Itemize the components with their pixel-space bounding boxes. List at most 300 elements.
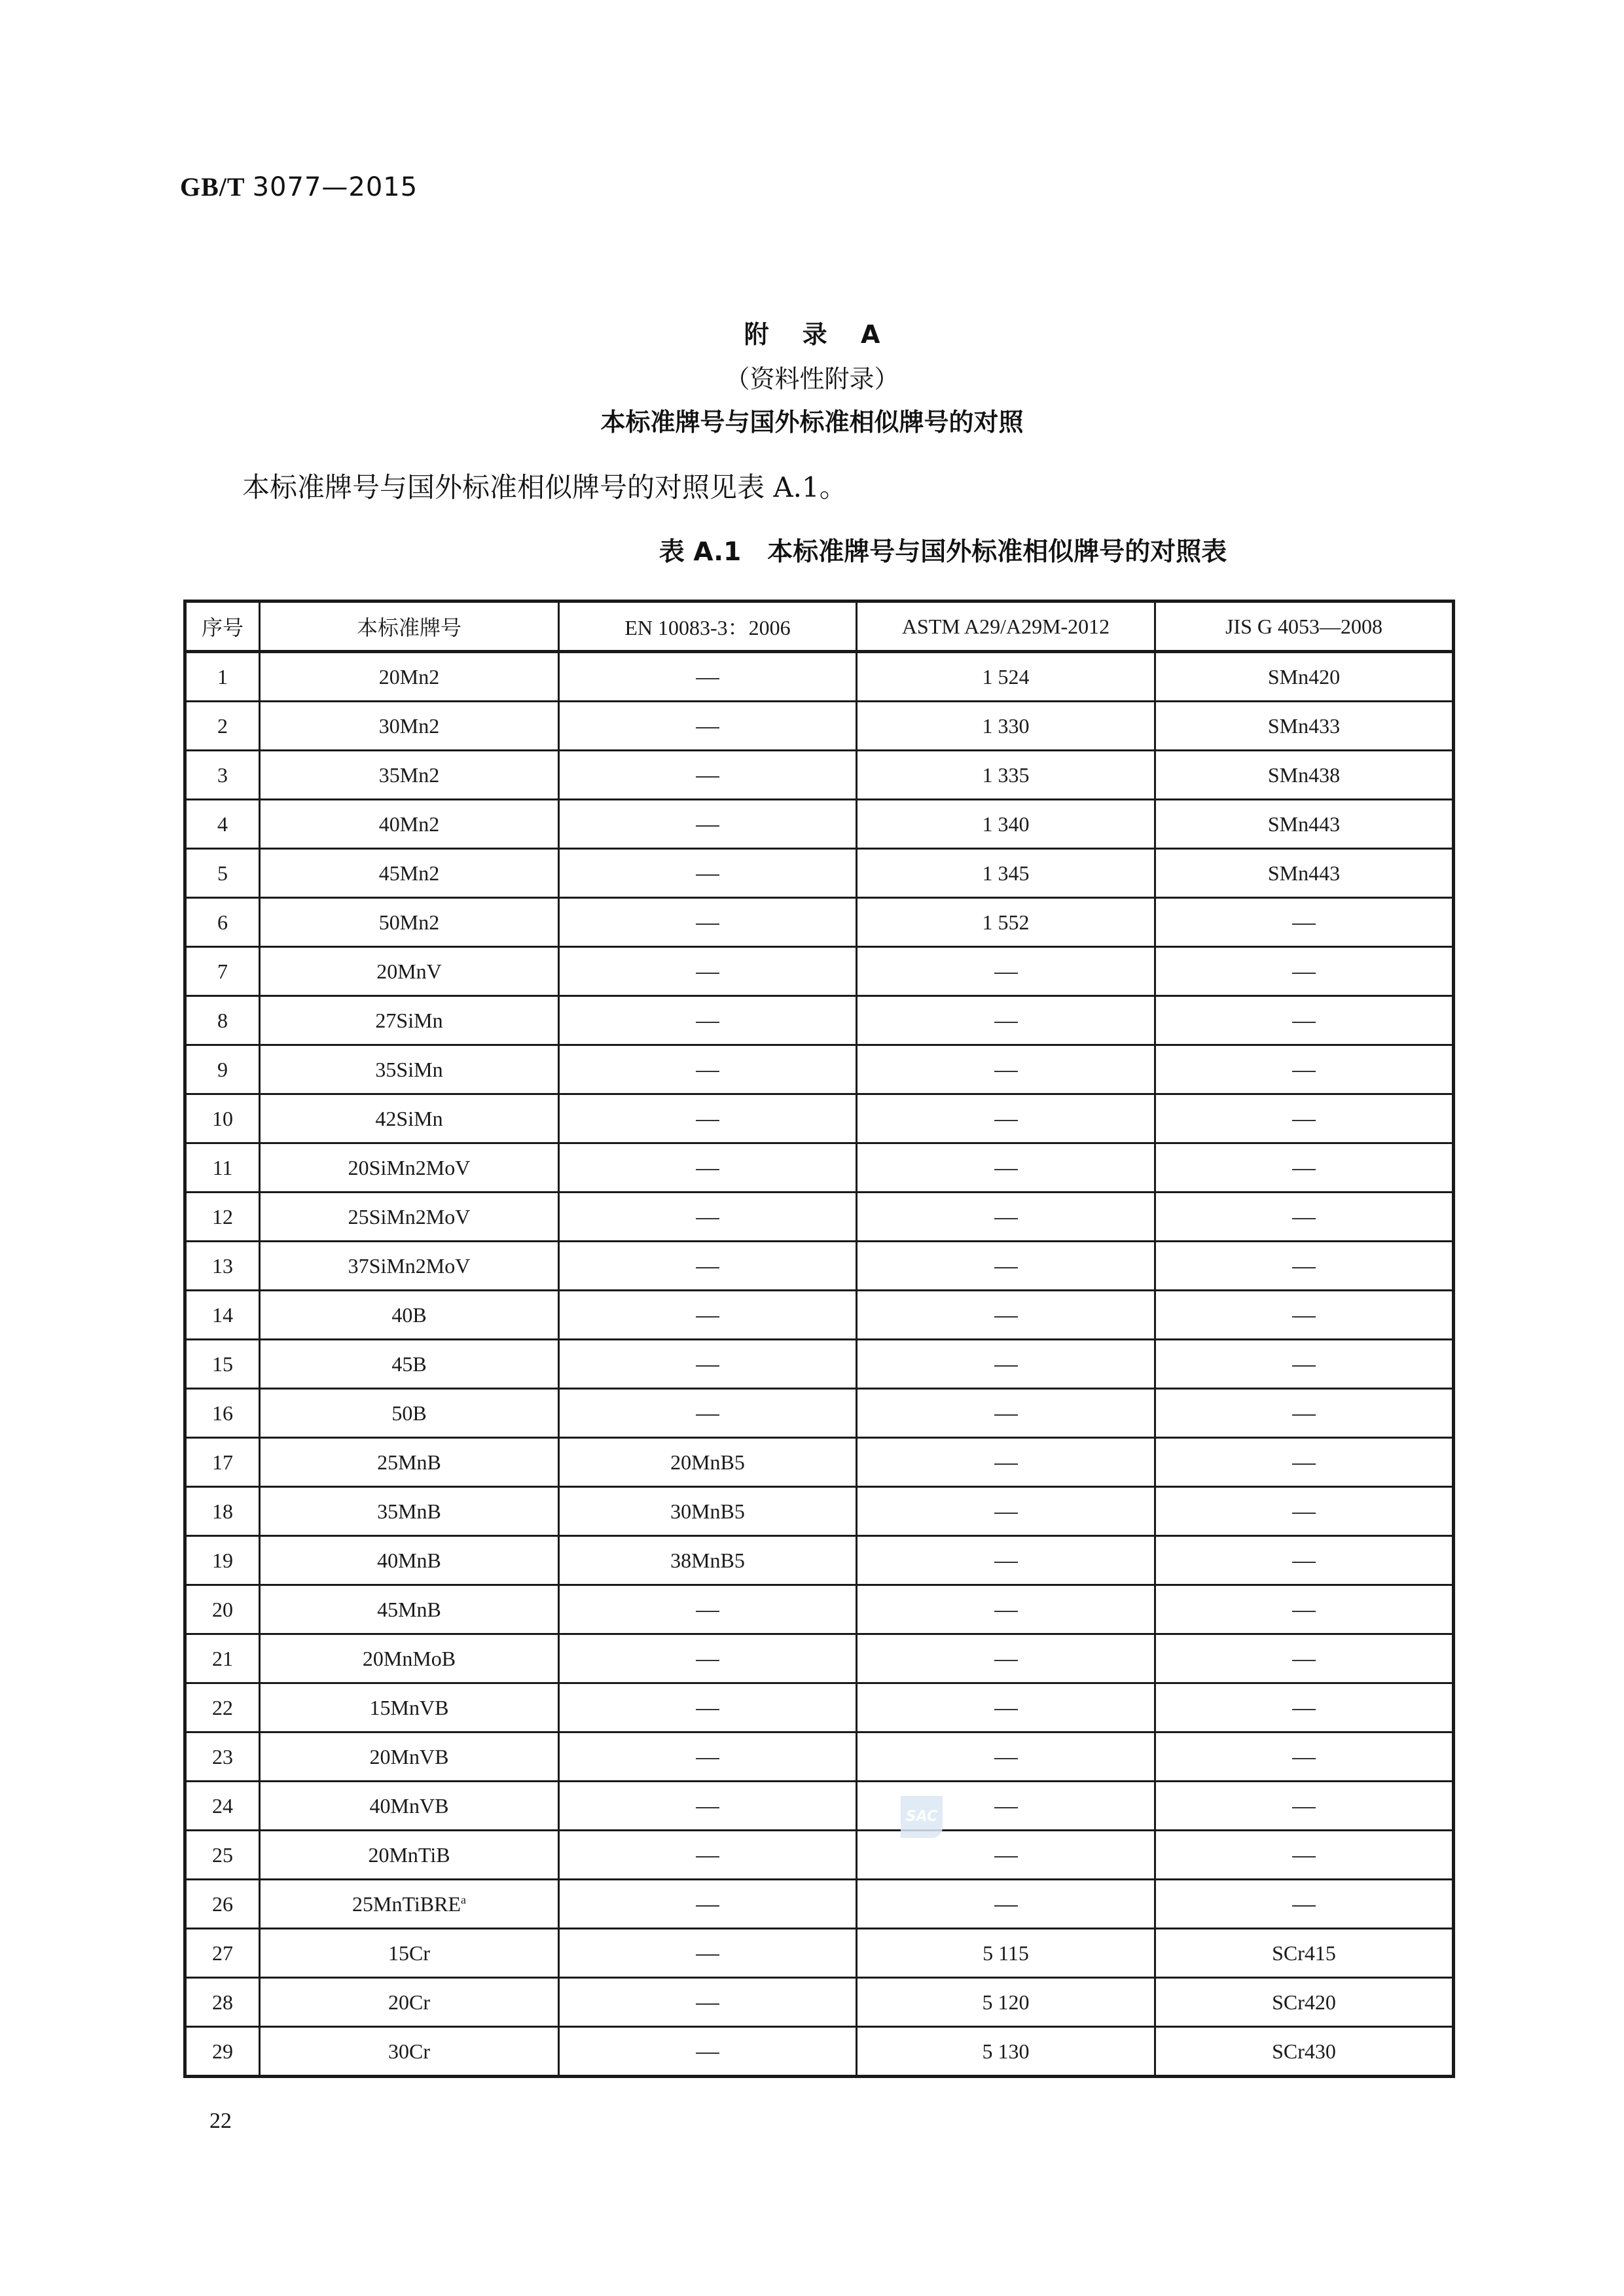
cell-jis-text: SCr420 (1272, 1990, 1336, 2014)
cell-grade (260, 1094, 559, 1143)
em-dash-none (696, 1120, 719, 1121)
footnote-marker: a (461, 1892, 466, 1906)
cell-astm (857, 947, 1155, 996)
table-header-row (185, 601, 1454, 652)
table-row (185, 1487, 1454, 1536)
cell-no-text: 25 (212, 1842, 233, 1867)
cell-jis (1155, 1438, 1454, 1487)
cell-no (185, 947, 260, 996)
cell-no-text: 15 (212, 1352, 233, 1376)
table-row (185, 1978, 1454, 2027)
em-dash-none (994, 1365, 1018, 1367)
cell-no-text: 29 (212, 2039, 233, 2063)
table-row (185, 1143, 1454, 1193)
standard-code-number: 3077—2015 (252, 172, 418, 202)
cell-grade (260, 702, 559, 751)
cell-astm (857, 1193, 1155, 1242)
cell-jis (1155, 1978, 1454, 2027)
page-number: 22 (209, 2109, 232, 2133)
cell-grade (260, 1929, 559, 1978)
cell-grade (260, 2027, 559, 2077)
table-caption (0, 531, 1624, 568)
cell-no (185, 1683, 260, 1732)
cell-en (559, 849, 857, 898)
cell-grade-text: 40MnB (377, 1548, 441, 1572)
em-dash-none (1292, 924, 1316, 925)
cell-grade-text: 35SiMn (375, 1057, 443, 1081)
em-dash-none (696, 973, 719, 974)
cell-jis-text: SMn443 (1267, 861, 1341, 885)
cell-grade (260, 1389, 559, 1438)
em-dash-none (1292, 1120, 1316, 1121)
table-row (185, 1634, 1454, 1683)
em-dash-none (1292, 1709, 1316, 1710)
cell-grade (260, 1585, 559, 1634)
cell-grade (260, 751, 559, 800)
em-dash-none (994, 1660, 1018, 1661)
cell-grade-text: 20MnV (376, 959, 442, 983)
em-dash-none (1292, 973, 1316, 974)
cell-no-text: 19 (212, 1548, 233, 1572)
cell-astm-text: 5 115 (983, 1941, 1029, 1965)
cell-astm-text: 1 340 (982, 812, 1030, 836)
cell-jis (1155, 1732, 1454, 1782)
cell-grade-text: 20Cr (388, 1990, 430, 2014)
cell-no (185, 1831, 260, 1880)
column-header-en: EN 10083-3：2006 (559, 601, 857, 652)
em-dash-none (994, 1856, 1018, 1857)
cell-jis (1155, 1880, 1454, 1929)
cell-grade-text: 40MnVB (369, 1793, 449, 1818)
em-dash-none (696, 1169, 719, 1170)
standard-code-prefix: GB/T (180, 172, 245, 202)
em-dash-none (1292, 1218, 1316, 1219)
cell-astm (857, 1732, 1155, 1782)
em-dash-none (696, 1905, 719, 1907)
cell-astm (857, 1487, 1155, 1536)
cell-jis (1155, 1536, 1454, 1585)
cell-grade (260, 800, 559, 849)
table-row (185, 652, 1454, 702)
cell-jis (1155, 751, 1454, 800)
cell-grade (260, 1634, 559, 1683)
cell-no-text: 18 (212, 1499, 233, 1523)
cell-astm (857, 1880, 1155, 1929)
cell-jis-text: SCr415 (1272, 1941, 1336, 1965)
cell-astm-text: 1 330 (982, 713, 1030, 738)
cell-astm (857, 1978, 1155, 2027)
cell-grade-text: 45MnB (377, 1597, 441, 1621)
column-header-jis: JIS G 4053—2008 (1155, 601, 1454, 652)
column-header-no: 序号 (185, 601, 260, 652)
cell-jis (1155, 1585, 1454, 1634)
cell-grade-text: 20MnMoB (362, 1646, 456, 1670)
cell-jis (1155, 1193, 1454, 1242)
em-dash-none (994, 1611, 1018, 1612)
em-dash-none (1292, 1071, 1316, 1072)
cell-astm (857, 1634, 1155, 1683)
cell-jis (1155, 1782, 1454, 1831)
cell-grade (260, 652, 559, 702)
em-dash-none (1292, 1513, 1316, 1514)
cell-en (559, 1291, 857, 1340)
cell-astm (857, 849, 1155, 898)
em-dash-none (1292, 1660, 1316, 1661)
table-body (185, 652, 1454, 2077)
cell-no-text: 1 (217, 664, 228, 689)
cell-no (185, 1438, 260, 1487)
cell-jis-text: SCr430 (1272, 2039, 1336, 2063)
column-header-astm: ASTM A29/A29M-2012 (857, 601, 1155, 652)
cell-no-text: 5 (217, 861, 228, 885)
em-dash-none (696, 1709, 719, 1710)
em-dash-none (1292, 1316, 1316, 1318)
em-dash-none (696, 2003, 719, 2005)
intro-paragraph: 本标准牌号与国外标准相似牌号的对照见表 A.1。 (242, 471, 847, 503)
table-row (185, 996, 1454, 1045)
cell-astm (857, 1340, 1155, 1389)
table-row (185, 1045, 1454, 1094)
cell-no-text: 12 (212, 1204, 233, 1229)
cell-no (185, 996, 260, 1045)
cell-astm (857, 1585, 1155, 1634)
cell-grade (260, 1536, 559, 1585)
cell-grade-text: 45Mn2 (378, 861, 440, 885)
sac-watermark-logo: SAC (901, 1796, 943, 1838)
cell-en (559, 1389, 857, 1438)
em-dash-none (696, 1071, 719, 1072)
cell-en (559, 1782, 857, 1831)
annex-label: 附 录 A (744, 320, 880, 349)
cell-no-text: 13 (212, 1253, 233, 1278)
em-dash-none (994, 1758, 1018, 1759)
cell-jis-text: SMn420 (1267, 664, 1341, 689)
em-dash-none (994, 1022, 1018, 1023)
cell-grade (260, 849, 559, 898)
cell-grade (260, 898, 559, 947)
cell-no (185, 849, 260, 898)
cell-en (559, 1045, 857, 1094)
cell-no-text: 8 (217, 1008, 228, 1032)
cell-jis (1155, 947, 1454, 996)
cell-astm (857, 1683, 1155, 1732)
table-row (185, 1929, 1454, 1978)
em-dash-none (696, 825, 719, 827)
table-row (185, 1438, 1454, 1487)
em-dash-none (1292, 1414, 1316, 1416)
cell-no (185, 1045, 260, 1094)
cell-no (185, 2027, 260, 2077)
cell-no (185, 1929, 260, 1978)
cell-grade (260, 1732, 559, 1782)
em-dash-none (696, 1267, 719, 1268)
cell-jis (1155, 1634, 1454, 1683)
cell-jis (1155, 1683, 1454, 1732)
cell-en (559, 1094, 857, 1143)
cell-no (185, 1634, 260, 1683)
cell-astm (857, 2027, 1155, 2077)
em-dash-none (1292, 1611, 1316, 1612)
table-row (185, 751, 1454, 800)
table-row (185, 1880, 1454, 1929)
cell-jis (1155, 1143, 1454, 1193)
cell-astm (857, 652, 1155, 702)
table-row (185, 800, 1454, 849)
column-header-grade: 本标准牌号 (260, 601, 559, 652)
cell-jis (1155, 849, 1454, 898)
table-row (185, 1193, 1454, 1242)
em-dash-none (696, 1365, 719, 1367)
cell-astm-text: 5 130 (982, 2039, 1030, 2063)
cell-astm (857, 1094, 1155, 1143)
cell-no-text: 3 (217, 762, 228, 787)
cell-grade (260, 1193, 559, 1242)
em-dash-none (1292, 1267, 1316, 1268)
em-dash-none (994, 1218, 1018, 1219)
cell-no-text: 28 (212, 1990, 233, 2014)
cell-jis (1155, 702, 1454, 751)
cell-astm-text: 1 345 (982, 861, 1030, 885)
table-row (185, 947, 1454, 996)
em-dash-none (994, 973, 1018, 974)
em-dash-none (696, 1611, 719, 1612)
cell-no (185, 1880, 260, 1929)
cell-grade-text: 30Cr (388, 2039, 430, 2063)
cell-grade (260, 1782, 559, 1831)
cell-no (185, 1585, 260, 1634)
cell-astm (857, 751, 1155, 800)
em-dash-none (994, 1169, 1018, 1170)
cell-no-text: 22 (212, 1695, 233, 1719)
cell-en (559, 1438, 857, 1487)
cell-no (185, 1094, 260, 1143)
cell-no (185, 1340, 260, 1389)
cell-en (559, 1487, 857, 1536)
cell-en (559, 947, 857, 996)
em-dash-none (696, 1218, 719, 1219)
cell-jis (1155, 1291, 1454, 1340)
em-dash-none (696, 2053, 719, 2054)
table-row (185, 849, 1454, 898)
em-dash-none (994, 1905, 1018, 1907)
em-dash-none (994, 1071, 1018, 1072)
em-dash-none (994, 1267, 1018, 1268)
cell-astm (857, 898, 1155, 947)
cell-no (185, 1291, 260, 1340)
cell-grade-text: 20MnVB (369, 1744, 449, 1768)
cell-astm (857, 1929, 1155, 1978)
cell-no-text: 20 (212, 1597, 233, 1621)
cell-grade (260, 996, 559, 1045)
cell-en-text: 38MnB5 (670, 1548, 745, 1572)
cell-no-text: 27 (212, 1941, 233, 1965)
cell-en (559, 751, 857, 800)
cell-en (559, 1193, 857, 1242)
cell-en (559, 1732, 857, 1782)
cell-grade-text: 40B (391, 1302, 427, 1327)
cell-jis (1155, 1045, 1454, 1094)
cell-en (559, 1634, 857, 1683)
cell-no (185, 1193, 260, 1242)
cell-grade (260, 1880, 559, 1929)
cell-no-text: 24 (212, 1793, 233, 1818)
em-dash-none (994, 1120, 1018, 1121)
cell-no-text: 17 (212, 1450, 233, 1474)
em-dash-none (696, 924, 719, 925)
cell-astm (857, 800, 1155, 849)
cell-grade-text: 25SiMn2MoV (348, 1204, 471, 1229)
em-dash-none (696, 1856, 719, 1857)
cell-grade (260, 1143, 559, 1193)
table-row (185, 1585, 1454, 1634)
cell-no-text: 11 (212, 1155, 233, 1179)
em-dash-none (696, 1022, 719, 1023)
cell-en-text: 20MnB5 (670, 1450, 745, 1474)
cell-astm-text: 1 335 (982, 762, 1030, 787)
cell-grade-text: 30Mn2 (378, 713, 440, 738)
cell-grade-text: 35Mn2 (378, 762, 440, 787)
table-row (185, 1831, 1454, 1880)
cell-grade (260, 1978, 559, 2027)
cell-no-text: 10 (212, 1106, 233, 1130)
table-row (185, 1242, 1454, 1291)
em-dash-none (1292, 1758, 1316, 1759)
cell-jis (1155, 2027, 1454, 2077)
cell-grade-text: 37SiMn2MoV (348, 1253, 471, 1278)
cell-grade-text: 50Mn2 (378, 910, 440, 934)
em-dash-none (994, 1709, 1018, 1710)
cell-jis (1155, 1929, 1454, 1978)
em-dash-none (1292, 1022, 1316, 1023)
cell-grade (260, 1831, 559, 1880)
cell-jis (1155, 1094, 1454, 1143)
cell-jis (1155, 1340, 1454, 1389)
cell-jis (1155, 1487, 1454, 1536)
cell-jis (1155, 652, 1454, 702)
em-dash-none (1292, 1365, 1316, 1367)
annex-title: 本标准牌号与国外标准相似牌号的对照 (600, 408, 1024, 437)
em-dash-none (696, 1316, 719, 1318)
cell-en (559, 1242, 857, 1291)
cell-astm-text: 5 120 (982, 1990, 1030, 2014)
cell-jis-text: SMn438 (1267, 762, 1341, 787)
table-row (185, 1683, 1454, 1732)
cell-grade-text: 15MnVB (369, 1695, 449, 1719)
cell-no-text: 14 (212, 1302, 233, 1327)
cell-jis (1155, 1389, 1454, 1438)
cell-astm (857, 702, 1155, 751)
cell-astm (857, 996, 1155, 1045)
table-row (185, 898, 1454, 947)
em-dash-none (994, 1513, 1018, 1514)
em-dash-none (994, 1316, 1018, 1318)
cell-no (185, 1143, 260, 1193)
em-dash-none (994, 1414, 1018, 1416)
table-row (185, 1340, 1454, 1389)
cell-no (185, 800, 260, 849)
cell-no (185, 1732, 260, 1782)
cell-grade-text: 25MnB (377, 1450, 441, 1474)
em-dash-none (696, 1758, 719, 1759)
cell-grade-text: 20Mn2 (378, 664, 440, 689)
cell-en (559, 1143, 857, 1193)
cell-no (185, 1389, 260, 1438)
table-row (185, 1094, 1454, 1143)
cell-no (185, 1487, 260, 1536)
cell-no-text: 9 (217, 1057, 228, 1081)
cell-no-text: 6 (217, 910, 228, 934)
cell-jis-text: SMn443 (1267, 812, 1341, 836)
cell-no (185, 1782, 260, 1831)
table-caption-number: 表 A.1 (659, 537, 742, 567)
cell-grade-text: 45B (391, 1352, 427, 1376)
cell-jis (1155, 996, 1454, 1045)
cell-astm (857, 1143, 1155, 1193)
em-dash-none (1292, 1807, 1316, 1808)
cell-en (559, 1880, 857, 1929)
cell-grade (260, 1045, 559, 1094)
cell-grade (260, 1340, 559, 1389)
cell-grade-text: 35MnB (377, 1499, 441, 1523)
cell-no (185, 1242, 260, 1291)
cell-no-text: 16 (212, 1401, 233, 1425)
table-row (185, 1782, 1454, 1831)
cell-grade-text: 40Mn2 (378, 812, 440, 836)
cell-astm (857, 1536, 1155, 1585)
em-dash-none (994, 1463, 1018, 1465)
cell-en-text: 30MnB5 (670, 1499, 745, 1523)
cell-no (185, 1536, 260, 1585)
em-dash-none (1292, 1169, 1316, 1170)
cell-jis (1155, 800, 1454, 849)
table-row (185, 1732, 1454, 1782)
cell-no-text: 7 (217, 959, 228, 983)
cell-astm-text: 1 524 (982, 664, 1030, 689)
cell-no-text: 4 (217, 812, 228, 836)
cell-en (559, 2027, 857, 2077)
cell-grade-text: 20SiMn2MoV (348, 1155, 471, 1179)
cell-grade (260, 1487, 559, 1536)
cell-en (559, 996, 857, 1045)
cell-grade-text: 20MnTiB (368, 1842, 450, 1867)
cell-en (559, 1536, 857, 1585)
em-dash-none (696, 678, 719, 679)
table-row (185, 1389, 1454, 1438)
em-dash-none (994, 1562, 1018, 1563)
cell-astm (857, 1291, 1155, 1340)
em-dash-none (696, 1414, 719, 1416)
cell-grade (260, 947, 559, 996)
cell-grade (260, 1438, 559, 1487)
cell-grade (260, 1683, 559, 1732)
cell-astm (857, 1242, 1155, 1291)
em-dash-none (696, 1807, 719, 1808)
cell-astm (857, 1045, 1155, 1094)
annex-type: （资料性附录） (725, 365, 899, 393)
em-dash-none (696, 874, 719, 876)
em-dash-none (1292, 1905, 1316, 1907)
cell-no-text: 21 (212, 1646, 233, 1670)
cell-no-text: 23 (212, 1744, 233, 1768)
cell-astm (857, 1438, 1155, 1487)
em-dash-none (1292, 1856, 1316, 1857)
table-row (185, 1291, 1454, 1340)
em-dash-none (696, 1660, 719, 1661)
cell-astm-text: 1 552 (982, 910, 1030, 934)
table-row (185, 1536, 1454, 1585)
cell-astm (857, 1389, 1155, 1438)
em-dash-none (696, 1954, 719, 1956)
